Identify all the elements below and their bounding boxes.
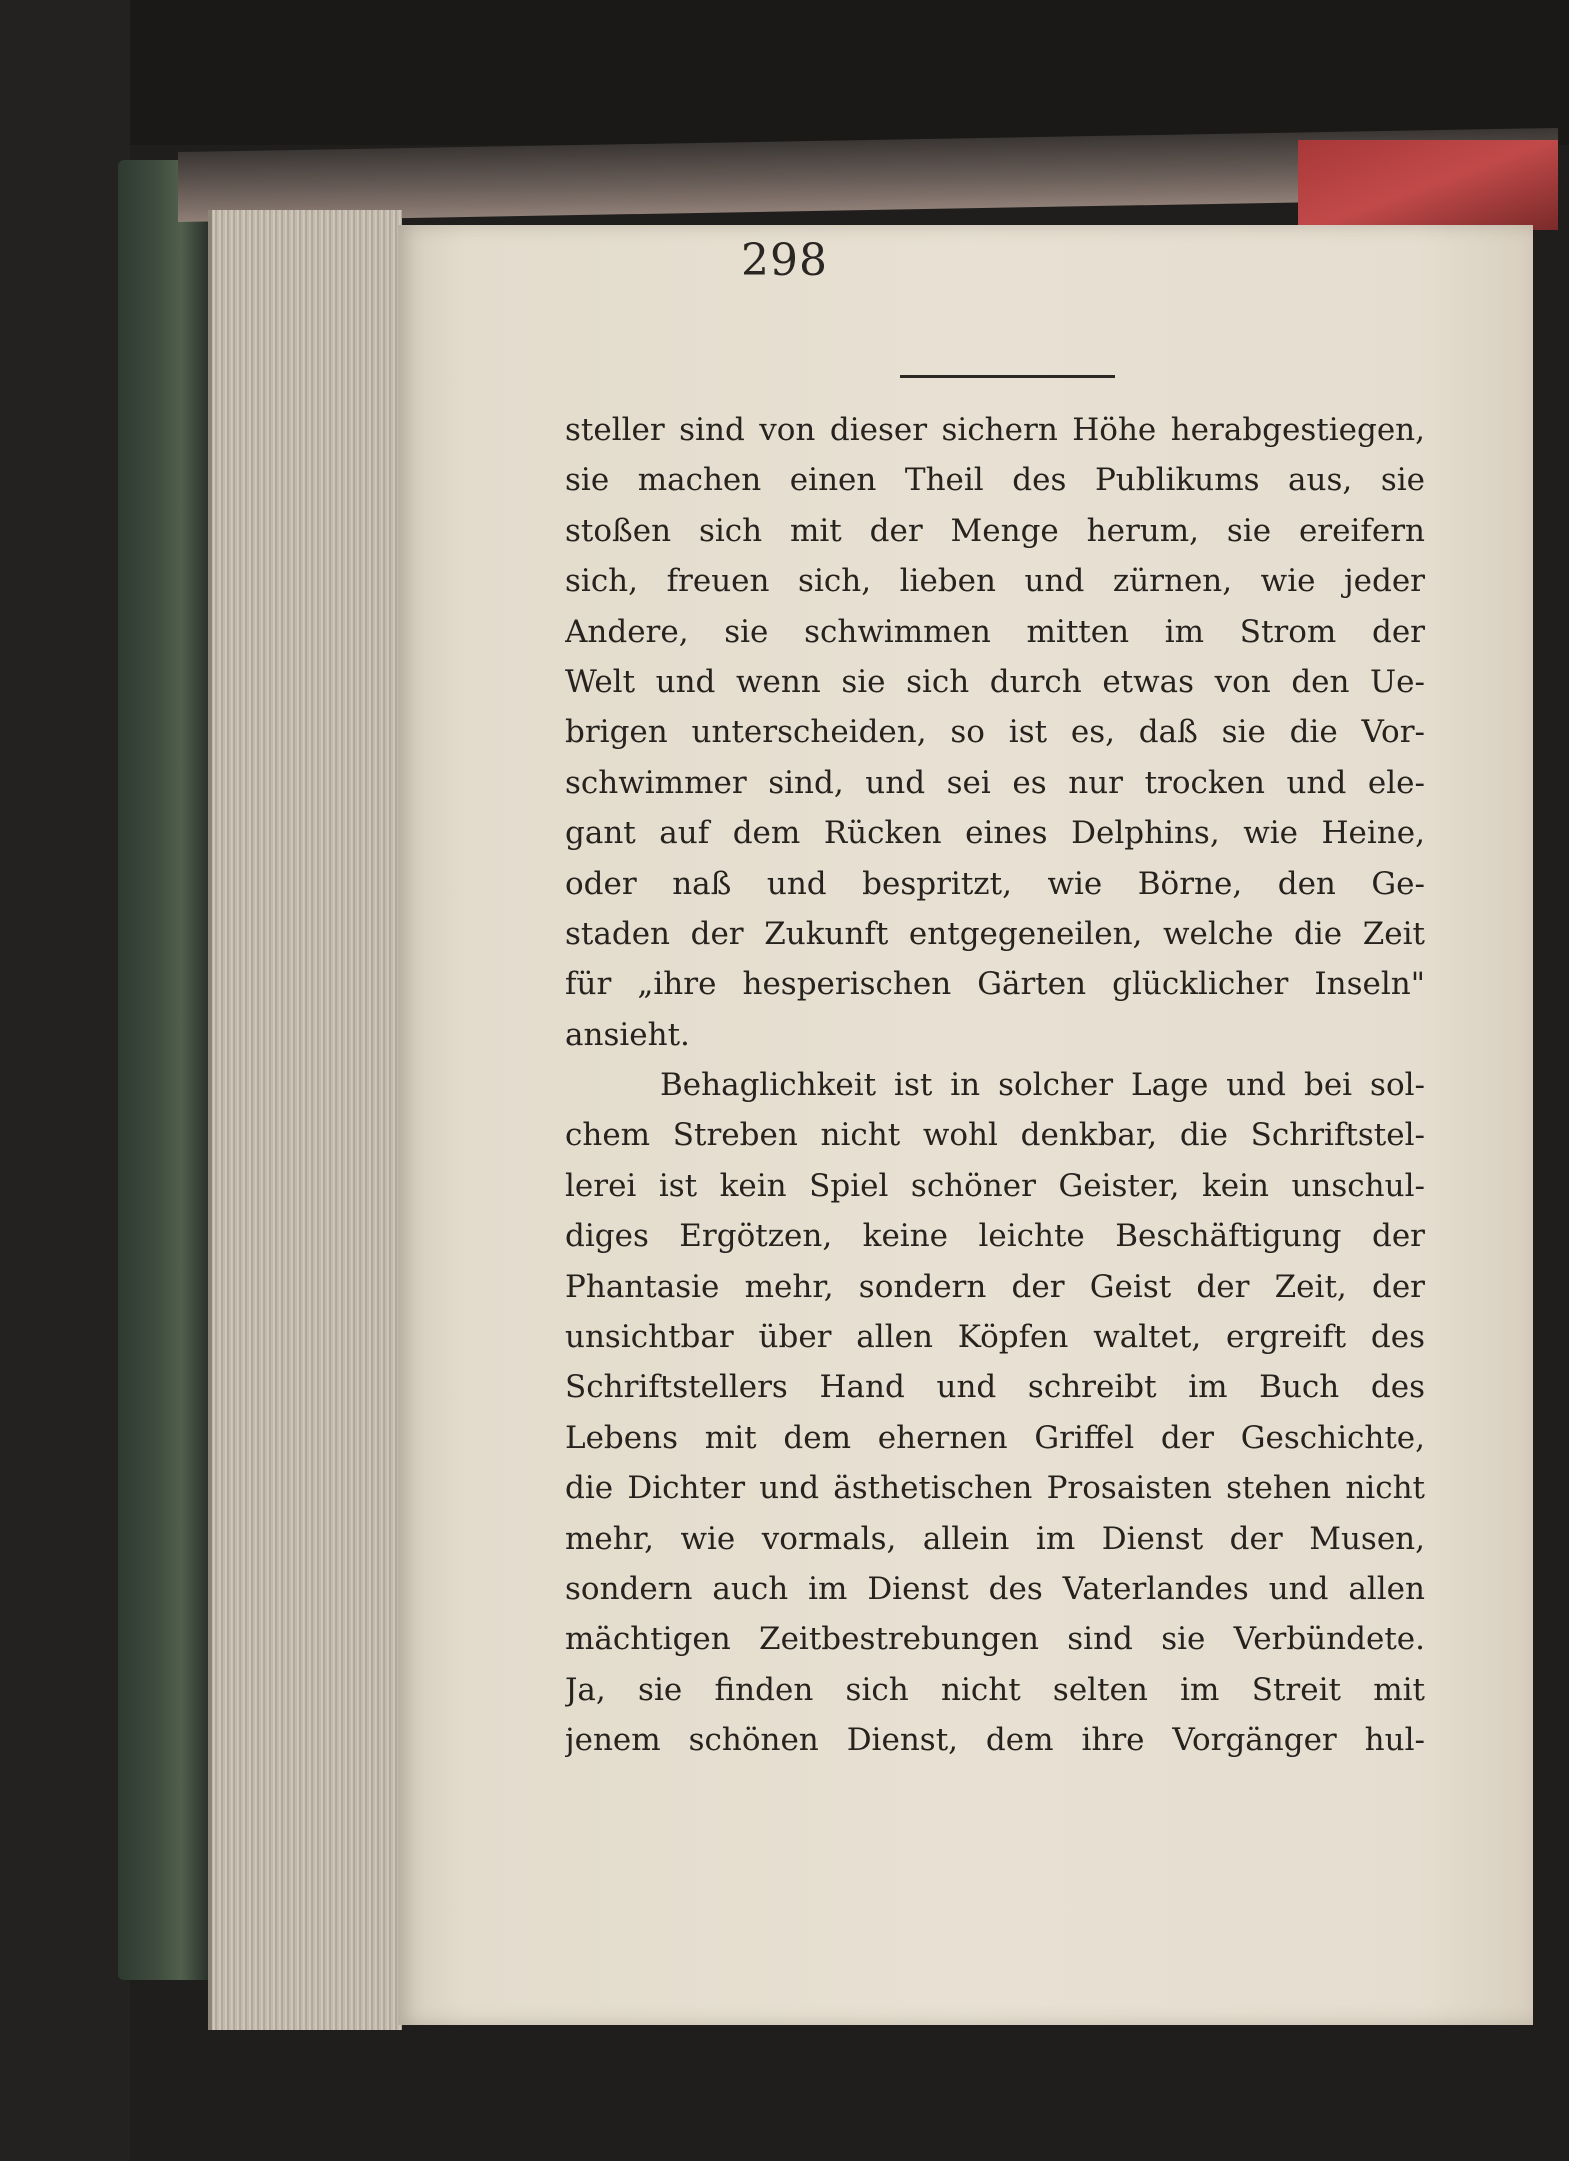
text-line: Phantasie mehr, sondern der Geist der Zeit, der — [565, 1268, 1425, 1305]
text-line: oder naß und bespritzt, wie Börne, den Ge- — [565, 865, 1425, 902]
text-line: sondern auch im Dienst des Vaterlandes und allen — [565, 1570, 1425, 1607]
text-line: steller sind von dieser sichern Höhe herabgestiegen, — [565, 412, 1425, 448]
text-line: Andere, sie schwimmen mitten im Strom der — [565, 613, 1425, 650]
text-line: sie machen einen Theil des Publikums aus, sie — [565, 462, 1425, 499]
body-text — [565, 405, 1425, 1766]
text-line: jenem schönen Dienst, dem ihre Vorgänger hul- — [565, 1722, 1425, 1759]
text-line: Schriftstellers Hand und schreibt im Buch des — [565, 1369, 1425, 1406]
text-line: staden der Zukunft entgegeneilen, welche die Zeit — [565, 915, 1425, 952]
text-line: lerei ist kein Spiel schöner Geister, kein unschul- — [565, 1167, 1425, 1204]
book-cover-corner — [1298, 140, 1558, 230]
text-line: mächtigen Zeitbestrebungen sind sie Verbündete. — [565, 1621, 1425, 1658]
text-line: diges Ergötzen, keine leichte Beschäftigung der — [565, 1218, 1425, 1255]
text-line: Behaglichkeit ist in solcher Lage und bei sol- — [660, 1067, 1425, 1104]
text-line: die Dichter und ästhetischen Prosaisten stehen nicht — [565, 1470, 1425, 1507]
text-line: chem Streben nicht wohl denkbar, die Schriftstel- — [565, 1117, 1425, 1154]
text-line: Ja, sie finden sich nicht selten im Streit mit — [565, 1671, 1425, 1708]
text-line: stoßen sich mit der Menge herum, sie ereifern — [565, 512, 1425, 549]
page-edges — [208, 210, 402, 2030]
text-line: gant auf dem Rücken eines Delphins, wie Heine, — [565, 815, 1425, 852]
text-line: Lebens mit dem ehernen Griffel der Geschichte, — [565, 1419, 1425, 1456]
text-line: Welt und wenn sie sich durch etwas von den Ue- — [565, 663, 1425, 700]
text-line: ansieht. — [565, 1016, 690, 1053]
text-line: schwimmer sind, und sei es nur trocken und ele- — [565, 764, 1425, 801]
text-line: mehr, wie vormals, allein im Dienst der Musen, — [565, 1520, 1425, 1557]
background-left — [0, 0, 130, 2161]
text-line: unsichtbar über allen Köpfen waltet, ergreift des — [565, 1319, 1425, 1356]
page-number: 298 — [741, 235, 828, 286]
text-line: brigen unterscheiden, so ist es, daß sie die Vor- — [565, 714, 1425, 751]
text-line: für „ihre hesperischen Gärten glücklicher Inseln" — [565, 966, 1425, 1003]
text-line: sich, freuen sich, lieben und zürnen, wie jeder — [565, 563, 1425, 600]
book-cover-spine — [118, 160, 208, 1980]
background-top — [0, 0, 1569, 145]
header-rule — [900, 375, 1115, 378]
